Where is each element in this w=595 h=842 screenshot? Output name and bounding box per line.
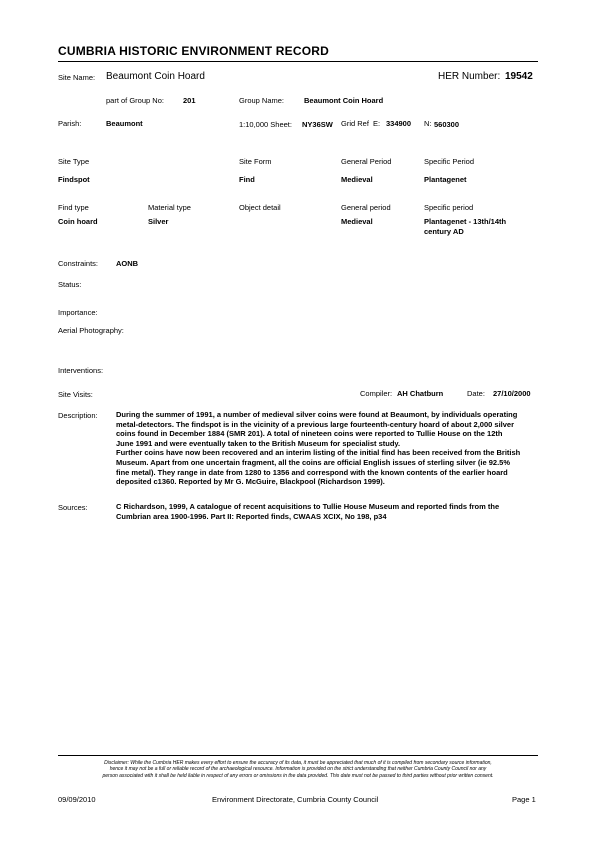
constraints-value: AONB bbox=[116, 259, 139, 268]
easting-value: 334900 bbox=[386, 119, 412, 128]
date-value: 27/10/2000 bbox=[493, 389, 531, 398]
parish-value: Beaumont bbox=[106, 119, 143, 128]
description-line: metal-detectors. The findspot is in the vicinity of a previous large fourteenth-century hoard of about 2,000 silver bbox=[116, 419, 514, 429]
disclaimer-line: hence it may not be a full or reliable record of the archaeological resource. Information is provided on the strict understanding that neither Cumbria County Council nor any bbox=[109, 766, 487, 773]
footer-organisation: Environment Directorate, Cumbria County Council bbox=[212, 795, 379, 804]
object-detail-label: Object detail bbox=[239, 203, 281, 212]
northing-label: N: bbox=[424, 119, 432, 128]
material-type-label: Material type bbox=[148, 203, 191, 212]
specific-period-label: Specific Period bbox=[424, 157, 475, 166]
description-line: coins found in December 1884 (SMR 201). A total of nineteen coins were reported to Tullie House on the 12th bbox=[116, 429, 503, 439]
sheet-label: 1:10,000 Sheet: bbox=[239, 120, 292, 129]
page-title: CUMBRIA HISTORIC ENVIRONMENT RECORD bbox=[58, 44, 330, 58]
status-label: Status: bbox=[58, 280, 82, 289]
material-type-value: Silver bbox=[148, 217, 169, 226]
find-specific-period-value-2: century AD bbox=[424, 227, 464, 236]
description-label: Description: bbox=[58, 411, 98, 420]
site-name-label: Site Name: bbox=[58, 73, 96, 82]
sources-text bbox=[116, 502, 546, 521]
easting-label: E: bbox=[373, 119, 381, 128]
source-line: C Richardson, 1999, A catalogue of recent acquisitions to Tullie House Museum and reported finds from the bbox=[116, 502, 500, 511]
grid-ref-label: Grid Ref bbox=[341, 119, 369, 128]
disclaimer-line: person associated with it shall be held liable in respect of any errors or omissions in the data provided. This date must not be passed to third parties without prior written consent. bbox=[102, 772, 494, 779]
find-specific-period-value-1: Plantagenet - 13th/14th bbox=[424, 217, 507, 226]
group-no-label: part of Group No: bbox=[106, 96, 164, 105]
footer-page-number: Page 1 bbox=[512, 795, 536, 804]
sources-label: Sources: bbox=[58, 503, 88, 512]
group-name-value: Beaumont Coin Hoard bbox=[304, 96, 384, 105]
specific-period-value: Plantagenet bbox=[424, 175, 467, 184]
northing-value: 560300 bbox=[434, 120, 460, 129]
description-line: Further coins have now been recovered and an interim listing of the initial find has been received from the British bbox=[116, 448, 521, 458]
importance-label: Importance: bbox=[58, 308, 98, 317]
description-text bbox=[116, 410, 546, 487]
header-rule bbox=[58, 61, 538, 62]
compiler-value: AH Chatburn bbox=[397, 389, 444, 398]
site-name-value: Beaumont Coin Hoard bbox=[106, 71, 205, 82]
source-line: Cumbrian area 1900-1996. Part II: Reported finds, CWAAS XCIX, No 198, p34 bbox=[116, 511, 387, 521]
description-line: June 1991 and were eventually taken to the British Museum for specialist study. bbox=[116, 438, 401, 448]
sheet-value: NY36SW bbox=[302, 120, 333, 129]
site-form-value: Find bbox=[239, 175, 255, 184]
site-type-label: Site Type bbox=[58, 157, 90, 166]
her-number-value: 19542 bbox=[505, 71, 533, 82]
find-type-label: Find type bbox=[58, 203, 89, 212]
description-line: deposited c1360. Reported by Mr G. McGuire, Blackpool (Richardson 1999). bbox=[116, 477, 385, 487]
footer-rule bbox=[58, 755, 538, 756]
site-form-label: Site Form bbox=[239, 157, 272, 166]
interventions-label: Interventions: bbox=[58, 366, 104, 375]
site-type-value: Findspot bbox=[58, 175, 90, 184]
description-line: fine metal). They range in date from 1280 to 1356 and correspond with the known contents of the earlier hoard bbox=[116, 467, 508, 477]
disclaimer bbox=[52, 760, 544, 779]
her-number-label: HER Number: bbox=[438, 71, 501, 82]
date-label: Date: bbox=[467, 389, 485, 398]
find-general-period-label: General period bbox=[341, 203, 391, 212]
constraints-label: Constraints: bbox=[58, 259, 99, 268]
group-no-value: 201 bbox=[183, 96, 196, 105]
general-period-label: General Period bbox=[341, 157, 392, 166]
aerial-photography-label: Aerial Photography: bbox=[58, 326, 124, 335]
find-general-period-value: Medieval bbox=[341, 217, 373, 226]
description-line: Museum. Apart from one uncertain fragment, all the coins are official English issues of sterling silver (ie 92.5% bbox=[116, 457, 510, 467]
general-period-value: Medieval bbox=[341, 175, 373, 184]
find-type-value: Coin hoard bbox=[58, 217, 98, 226]
compiler-label: Compiler: bbox=[360, 389, 393, 398]
group-name-label: Group Name: bbox=[239, 96, 285, 105]
description-line: During the summer of 1991, a number of medieval silver coins were found at Beaumont, by individuals operating bbox=[116, 410, 518, 419]
site-visits-label: Site Visits: bbox=[58, 390, 93, 399]
parish-label: Parish: bbox=[58, 119, 82, 128]
find-specific-period-label: Specific period bbox=[424, 203, 474, 212]
footer-date: 09/09/2010 bbox=[58, 795, 96, 804]
disclaimer-line: Disclaimer: While the Cumbria HER makes every effort to ensure the accuracy of its data, it must be appreciated that much of it is compiled from secondary source information, bbox=[104, 760, 492, 766]
